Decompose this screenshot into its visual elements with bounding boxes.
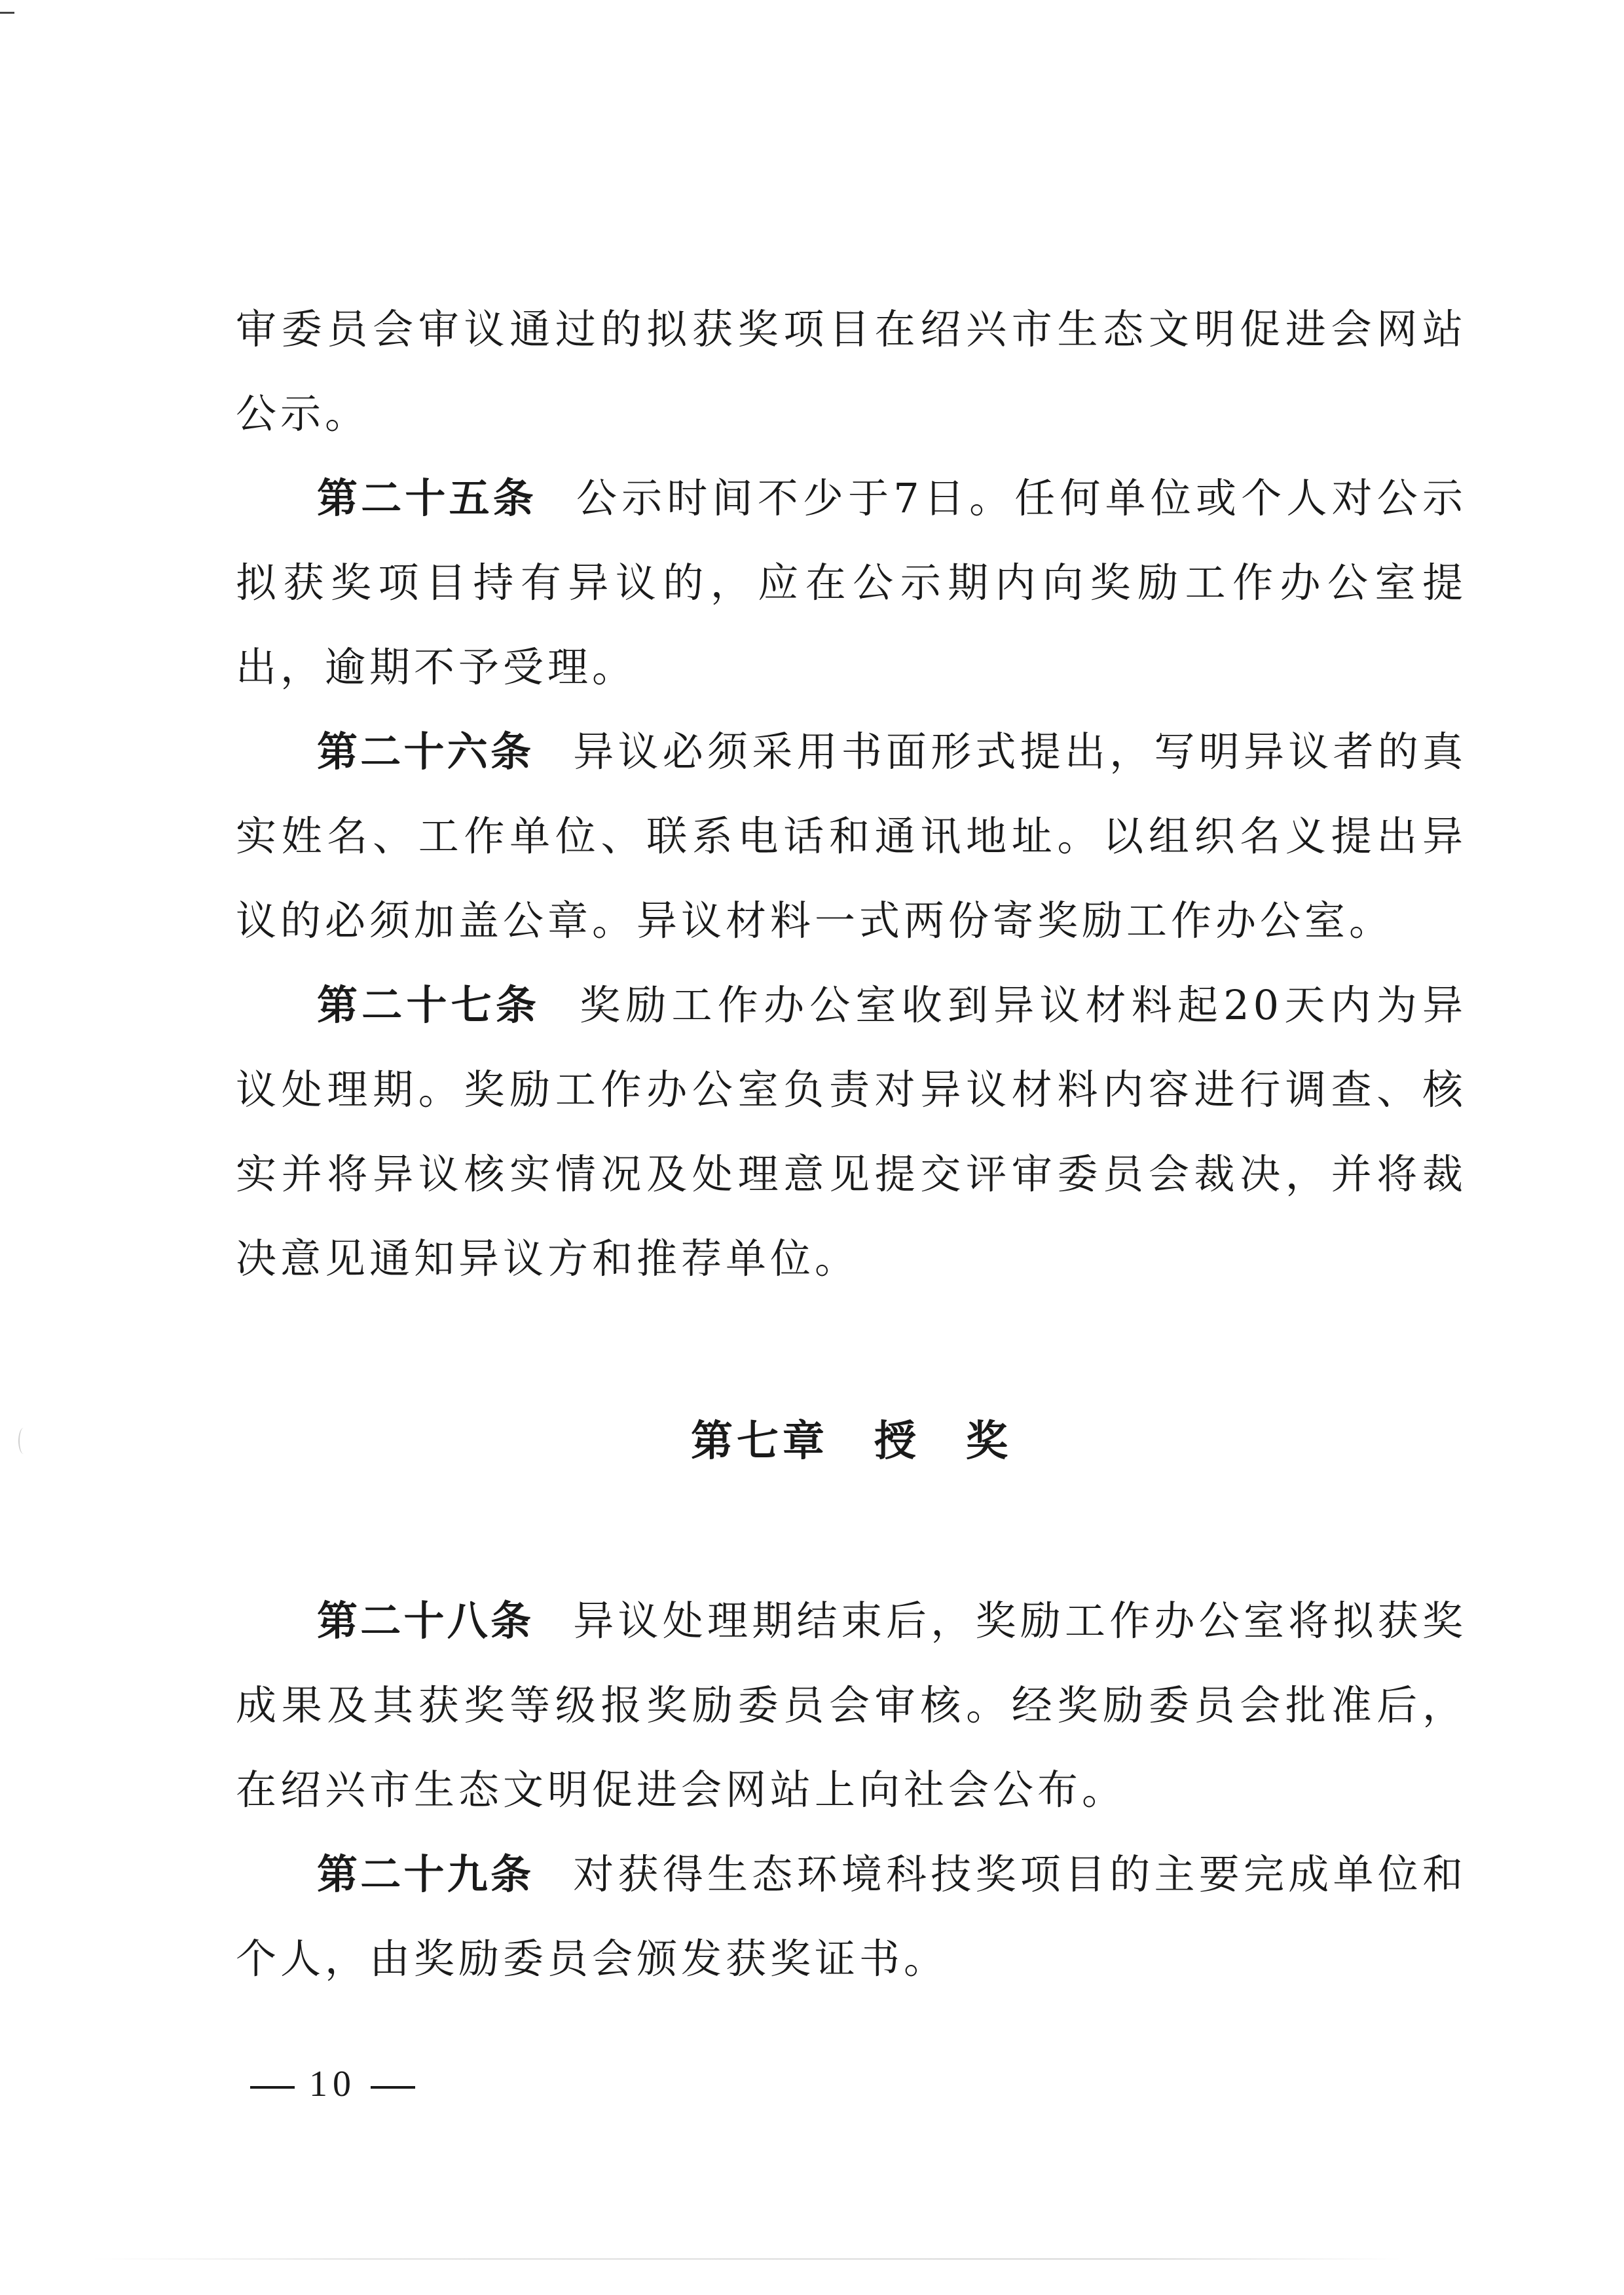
article-text: 公示时间不少于7日。任何单位或个人对公示拟获奖项目持有异议的，应在公示期内向奖励工作办公室提出，逾期不予受理。	[236, 474, 1467, 691]
scan-margin-mark	[18, 1428, 29, 1454]
page-number	[236, 2063, 430, 2105]
article-26	[236, 709, 1467, 963]
article-label: 第二十六条	[317, 728, 534, 775]
article-text: 异议必须采用书面形式提出，写明异议者的真实姓名、工作单位、联系电话和通讯地址。以组织名义提出异议的必须加盖公章。异议材料一式两份寄奖励工作办公室。	[236, 728, 1467, 944]
article-label: 第二十七条	[317, 981, 541, 1029]
page-number-value: 10	[309, 2064, 356, 2104]
article-label: 第二十八条	[317, 1597, 534, 1645]
page-content	[236, 287, 1467, 2001]
chapter-heading: 第七章 授 奖	[691, 1417, 1012, 1466]
page-number-dash-left	[250, 2086, 295, 2089]
scan-corner-mark	[0, 12, 14, 14]
page-number-dash-right	[371, 2086, 415, 2089]
article-25	[236, 456, 1467, 709]
continuation-paragraph: 审委员会审议通过的拟获奖项目在绍兴市生态文明促进会网站公示。	[236, 305, 1467, 438]
article-label: 第二十五条	[317, 474, 537, 522]
article-28	[236, 1578, 1467, 1832]
article-text: 对获得生态环境科技奖项目的主要完成单位和个人，由奖励委员会颁发获奖证书。	[236, 1850, 1467, 1983]
article-27	[236, 963, 1467, 1301]
scan-bottom-edge	[92, 2258, 1401, 2260]
article-29	[236, 1832, 1467, 2001]
article-text: 奖励工作办公室收到异议材料起20天内为异议处理期。奖励工作办公室负责对异议材料内容进行调查、核实并将异议核实情况及处理意见提交评审委员会裁决，并将裁决意见通知异议方和推荐单位。	[236, 981, 1467, 1282]
article-text: 异议处理期结束后，奖励工作办公室将拟获奖成果及其获奖等级报奖励委员会审核。经奖励委员会批准后，在绍兴市生态文明促进会网站上向社会公布。	[236, 1597, 1467, 1814]
article-label: 第二十九条	[317, 1850, 534, 1898]
